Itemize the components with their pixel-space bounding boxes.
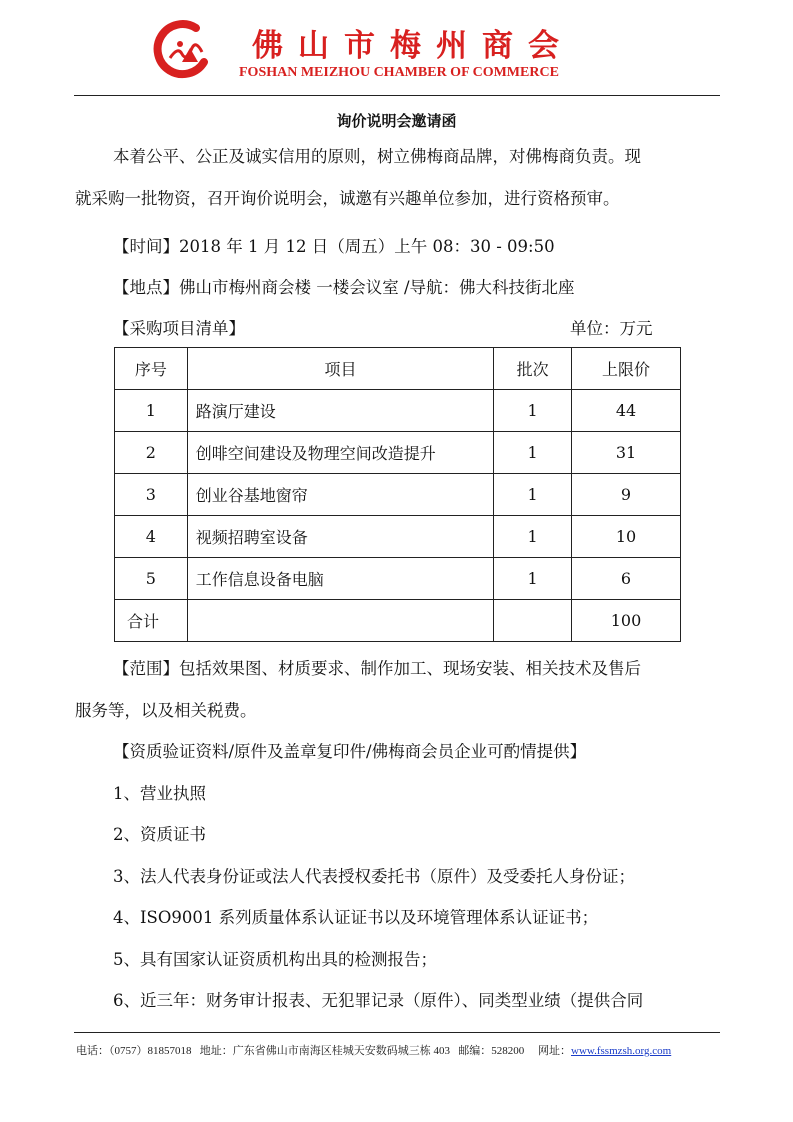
header-max-price: 上限价 — [572, 348, 681, 390]
row-batch: 1 — [494, 474, 572, 516]
total-label: 合计 — [115, 600, 188, 642]
row-batch: 1 — [494, 516, 572, 558]
row-no: 5 — [115, 558, 188, 600]
row-item: 创业谷基地窗帘 — [187, 474, 493, 516]
total-empty-cell — [494, 600, 572, 642]
requirement-item: 5、具有国家认证资质机构出具的检测报告； — [113, 950, 437, 969]
row-no: 2 — [115, 432, 188, 474]
row-max-price: 31 — [572, 432, 681, 474]
total-value: 100 — [572, 600, 681, 642]
document-title: 询价说明会邀请函 — [336, 112, 457, 130]
table-row — [115, 390, 681, 432]
requirement-item: 2、资质证书 — [113, 825, 206, 844]
row-item: 创啡空间建设及物理空间改造提升 — [187, 432, 493, 474]
footer-website-label: 网址： — [538, 1045, 571, 1057]
table-header-row — [115, 348, 681, 390]
chamber-logo-icon — [152, 18, 216, 82]
row-item: 视频招聘室设备 — [187, 516, 493, 558]
header-no: 序号 — [115, 348, 188, 390]
org-name-en: FOSHAN MEIZHOU CHAMBER OF COMMERCE — [239, 65, 559, 80]
row-no: 1 — [115, 390, 188, 432]
row-max-price: 6 — [572, 558, 681, 600]
intro-line-2: 就采购一批物资，召开询价说明会，诚邀有兴趣单位参加，进行资格预审。 — [75, 189, 620, 208]
row-item: 工作信息设备电脑 — [187, 558, 493, 600]
org-name-cn: 佛山市梅州商会 — [252, 28, 574, 64]
row-batch: 1 — [494, 432, 572, 474]
procurement-table — [114, 347, 681, 642]
procurement-list-heading: 【采购项目清单】 — [113, 319, 245, 338]
row-batch: 1 — [494, 390, 572, 432]
row-max-price: 9 — [572, 474, 681, 516]
requirement-item: 6、近三年：财务审计报表、无犯罪记录（原件）、同类型业绩（提供合同 — [113, 991, 644, 1010]
footer — [76, 1042, 671, 1058]
footer-website-link[interactable]: www.fssmzsh.org.com — [571, 1045, 672, 1057]
table-total-row — [115, 600, 681, 642]
footer-phone: 电话：（0757）81857018 — [76, 1045, 192, 1057]
footer-postcode: 邮编：528200 — [458, 1045, 525, 1057]
row-batch: 1 — [494, 558, 572, 600]
footer-divider — [74, 1032, 720, 1033]
requirement-item: 3、法人代表身份证或法人代表授权委托书（原件）及受委托人身份证； — [113, 867, 635, 886]
meeting-location: 【地点】佛山市梅州商会楼 一楼会议室 /导航：佛大科技街北座 — [113, 278, 575, 297]
unit-label: 单位：万元 — [570, 319, 653, 338]
header-batch: 批次 — [494, 348, 572, 390]
row-max-price: 44 — [572, 390, 681, 432]
letterhead — [0, 0, 793, 100]
qualification-heading: 【资质验证资料/原件及盖章复印件/佛梅商会员企业可酌情提供】 — [113, 742, 587, 761]
meeting-time: 【时间】2018 年 1 月 12 日（周五）上午 08：30 - 09:50 — [113, 237, 555, 256]
scope-line-1: 【范围】包括效果图、材质要求、制作加工、现场安装、相关技术及售后 — [113, 659, 641, 678]
scope-line-2: 服务等，以及相关税费。 — [75, 701, 257, 720]
row-no: 4 — [115, 516, 188, 558]
row-max-price: 10 — [572, 516, 681, 558]
row-no: 3 — [115, 474, 188, 516]
requirement-item: 1、营业执照 — [113, 784, 206, 803]
total-empty-cell — [187, 600, 493, 642]
row-item: 路演厅建设 — [187, 390, 493, 432]
header-divider — [74, 95, 720, 96]
table-row — [115, 432, 681, 474]
intro-line-1: 本着公平、公正及诚实信用的原则，树立佛梅商品牌，对佛梅商负责。现 — [113, 147, 641, 166]
table-row — [115, 558, 681, 600]
footer-address: 地址：广东省佛山市南海区桂城天安数码城三栋 403 — [199, 1045, 450, 1057]
table-row — [115, 516, 681, 558]
requirement-item: 4、ISO9001 系列质量体系认证证书以及环境管理体系认证证书； — [113, 908, 599, 927]
header-item: 项目 — [187, 348, 493, 390]
table-row — [115, 474, 681, 516]
